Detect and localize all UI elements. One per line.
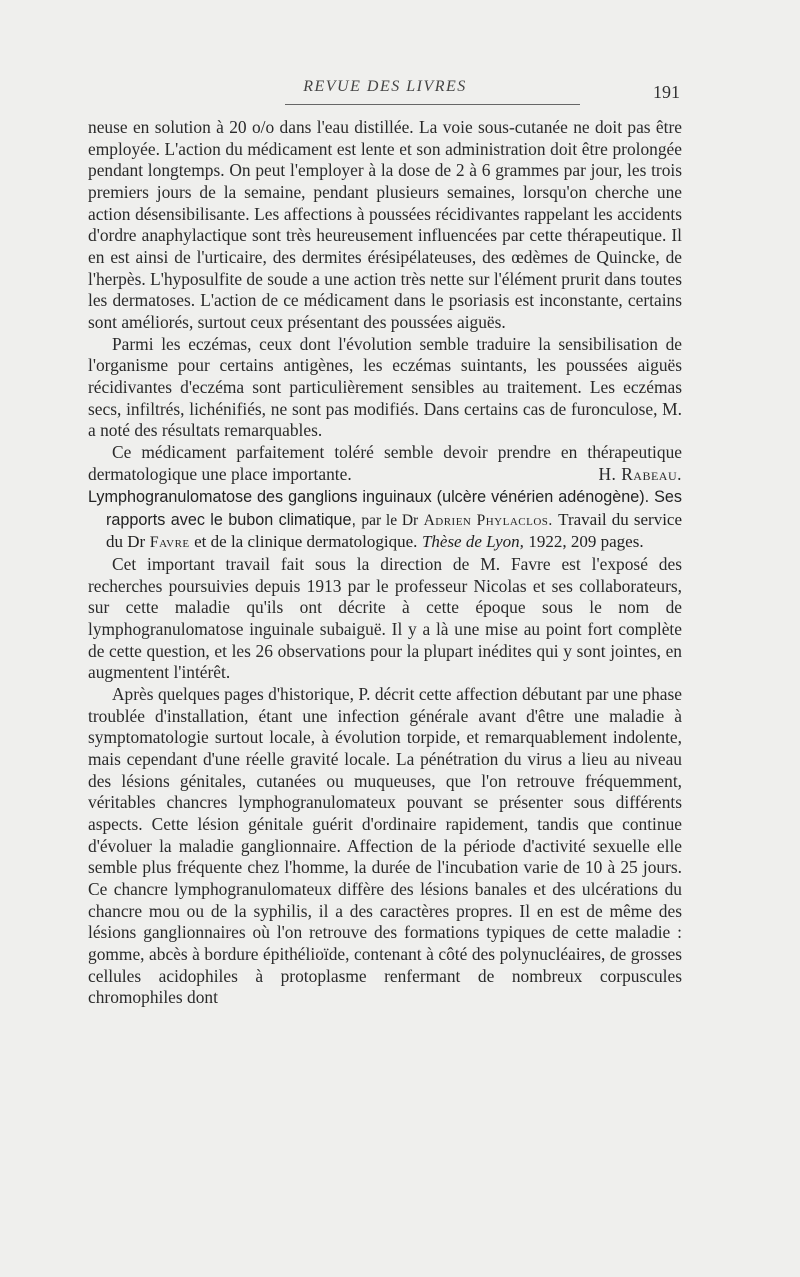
review2-title-sub: Ses rapports avec le bubon climatique, bbox=[106, 488, 683, 529]
review2-favre: Favre bbox=[149, 534, 190, 552]
review2-desc-1: Travail du service du Dr bbox=[106, 509, 683, 552]
page-number: 191 bbox=[653, 82, 680, 102]
review2-thesis: Thèse de Lyon, bbox=[421, 532, 524, 552]
review1-paragraph-1: neuse en solution à 20 o/o dans l'eau distillée. La voie sous-cutanée ne doit pas être employée. L'action du médicament est lente et son administration doit être prolongée pendant longtemps. On peut l'employer à la dose de 2 à 6 grammes par jour, les trois premiers jours de la semaine, pendant plusieurs semaines, lorsqu'on cherche une action désensibilisante. Les affections à poussées récidivantes rappelant les accidents d'ordre anaphylactique sont très heureusement influencées par cette thérapeutique. Il en est ainsi de l'urticaire, des dermites érésipélateuses, des œdèmes de Quincke, de l'herpès. L'hyposulfite de soude a une action très nette sur l'élément prurit dans toutes les dermatoses. L'action de ce médicament dans le psoriasis est inconstante, certains sont améliorés, surtout ceux présentant des poussées aiguës. bbox=[88, 117, 682, 332]
body-text bbox=[88, 117, 682, 1009]
review2-by: par le Dr bbox=[361, 511, 419, 529]
review2-title-main: Lymphogranulomatose des ganglions inguinaux (ulcère vénérien adénogène). bbox=[88, 488, 650, 507]
review1-signature: H. Rabeau. bbox=[598, 463, 682, 484]
review2-heading bbox=[88, 487, 682, 554]
review1-paragraph-3 bbox=[88, 442, 682, 485]
review1-paragraph-2: Parmi les eczémas, ceux dont l'évolution semble traduire la sensibilisation de l'organisme pour certains antigènes, les eczémas suintants, les poussées aiguës récidivantes d'eczéma sont particulièrement sensibles au traitement. Les eczémas secs, infiltrés, lichénifiés, ne sont pas modifiés. Dans certains cas de furonculose, M. a noté des résultats remarquables. bbox=[88, 333, 682, 441]
review2-paragraph-2: Après quelques pages d'historique, P. décrit cette affection débutant par une phase troublée d'installation, étant une infection générale avant d'être une maladie à symptomatologie surtout locale, à évolution torpide, et remarquablement indolente, mais cependant d'une réelle gravité locale. La pénétration du virus a lieu au niveau des lésions génitales, cutanées ou muqueuses, que l'on retrouve fréquemment, véritables chancres lymphogranulomateux pouvant se présenter sous différents aspects. Cette lésion génitale guérit d'ordinaire rapidement, tandis que continue d'évoluer la maladie ganglionnaire. Affection de la période d'activité sexuelle elle semble plus fréquente chez l'homme, la durée de l'incubation varie de 10 à 25 jours. Ce chancre lymphogranulomateux diffère des lésions banales et des ulcérations du chancre mou ou de la syphilis, il a des caractères propres. Il en est de même des lésions ganglionnaires où l'on retrouve des formations typiques de cette maladie : gomme, abcès à bordure épithélioïde, contenant à côté des polynucléaires, de grosses cellules acidophiles à protoplasme renfermant de nombreux corpuscules chromophiles dont bbox=[88, 684, 682, 1008]
review2-author: Adrien Phylaclos. bbox=[423, 511, 553, 529]
header-rule bbox=[285, 104, 580, 105]
page-header bbox=[90, 74, 680, 104]
review2-desc-2: et de la clinique dermatologique. bbox=[194, 532, 418, 552]
review2-year-pages: 1922, 209 pages. bbox=[528, 532, 644, 552]
running-title: REVUE DES LIVRES bbox=[303, 78, 467, 95]
review2-paragraph-1: Cet important travail fait sous la direction de M. Favre est l'exposé des recherches poursuivies depuis 1913 par le professeur Nicolas et ses collaborateurs, sur cette maladie qu'ils ont décrite à cette époque sous le nom de lymphogranulomatose inguinale subaiguë. Il y a là une mise au point fort complète de cette question, et les 26 observations pour la plupart inédites qui y sont jointes, en augmentent l'intérêt. bbox=[88, 554, 682, 683]
review1-paragraph-3-text: Ce médicament parfaitement toléré semble devoir prendre en thérapeutique dermatologique une place importante. bbox=[88, 441, 682, 484]
